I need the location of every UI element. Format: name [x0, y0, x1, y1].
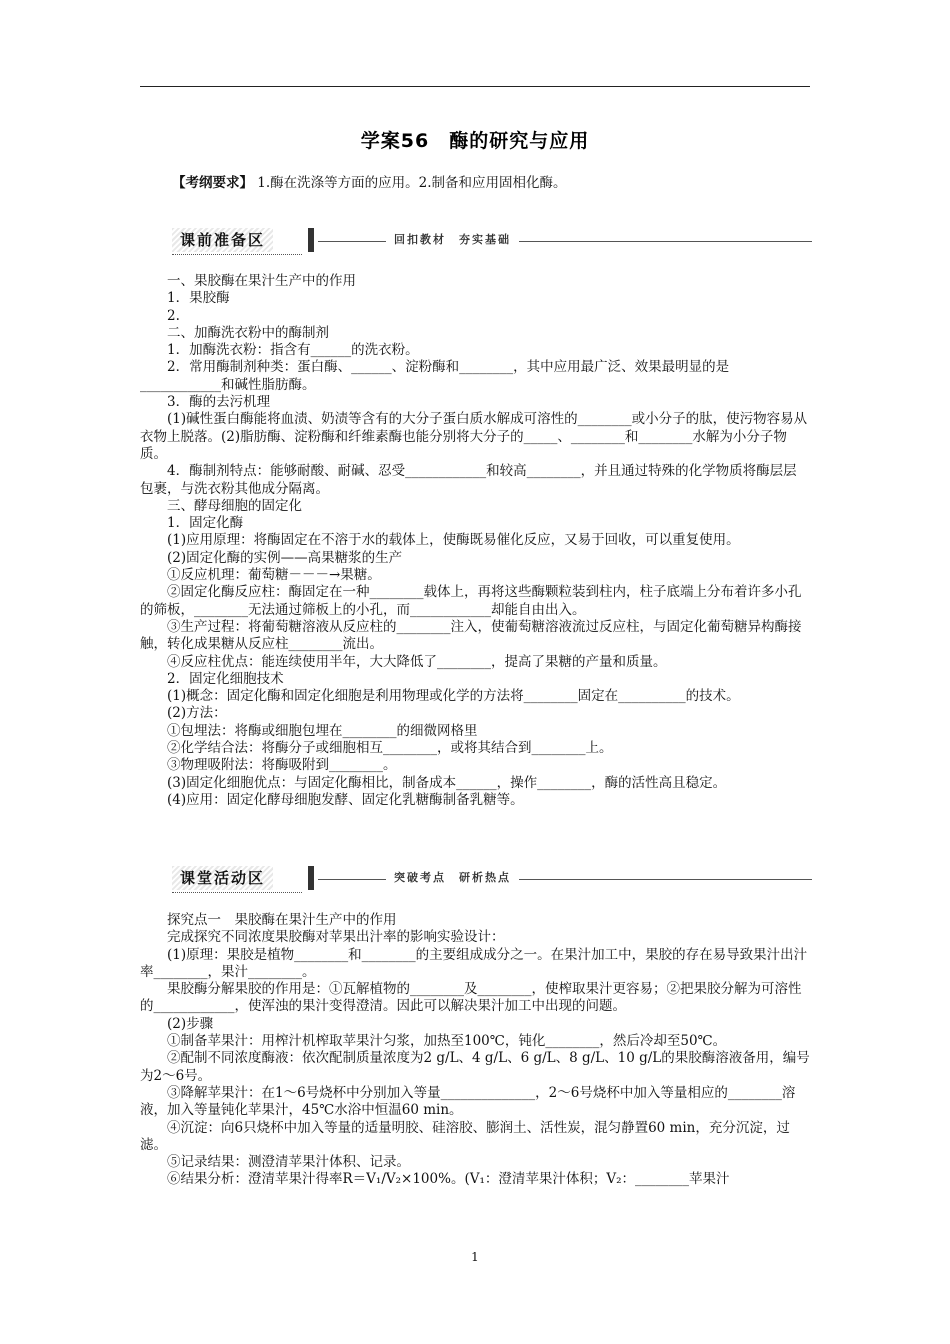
s2-line: 完成探究不同浓度果胶酶对苹果出汁率的影响实验设计： — [167, 929, 505, 946]
s1-line: (2)固定化酶的实例——高果糖浆的生产 — [167, 549, 403, 566]
s1-line: (1)应用原理：将酶固定在不溶于水的载体上，使酶既易催化反应，又易于回收，可以重复使用。 — [167, 532, 740, 549]
s1-line: 4．酶制剂特点：能够耐酸、耐碱、忍受____________和较高________，并且通过特殊的化学物质将酶层层包裹，与洗衣粉其他成分隔离。 — [140, 463, 797, 497]
s2-line: 果胶酶分解果胶的作用是：①瓦解植物的________及________，使榨取果汁更容易；②把果胶分解为可溶性的____________，使浑浊的果汁变得澄清。因此可以解决果汁加工中出现的问题。 — [140, 981, 802, 1015]
s1-line: 1．固定化酶 — [167, 515, 244, 532]
s2-line: ①制备苹果汁：用榨汁机榨取苹果汁匀浆，加热至100℃，钝化________，然后冷却至50℃。 — [167, 1033, 727, 1050]
section2-banner — [172, 866, 812, 892]
s1-line: ②化学结合法：将酶分子或细胞相互________，或将其结合到________上。 — [167, 740, 613, 757]
s1-line: (4)应用：固定化酵母细胞发酵、固定化乳糖酶制备乳糖等。 — [167, 791, 524, 808]
header-rule — [140, 86, 810, 87]
s1-line: ③物理吸附法：将酶吸附到________。 — [167, 757, 397, 774]
section1-label: 课前准备区 — [172, 228, 273, 252]
banner-dots — [172, 254, 302, 255]
section2-content — [140, 912, 810, 1189]
s1-line: 2. — [167, 307, 180, 324]
banner-divider — [308, 228, 314, 252]
section2-label: 课堂活动区 — [172, 866, 273, 890]
s1-line: 一、果胶酶在果汁生产中的作用 — [167, 273, 356, 289]
s2-line: ⑥结果分析：澄清苹果汁得率R＝V₁/V₂×100%。(V₁：澄清苹果汁体积；V₂：________苹果汁 — [167, 1171, 730, 1188]
s2-line: ②配制不同浓度酶液：依次配制质量浓度为2 g/L、4 g/L、6 g/L、8 g/L、10 g/L的果胶酶溶液备用，编号为2～6号。 — [140, 1050, 810, 1084]
s1-line: (1)碱性蛋白酶能将血渍、奶渍等含有的大分子蛋白质水解成可溶性的________或小分子的肽，使污物容易从衣物上脱落。(2)脂肪酶、淀粉酶和纤维素酶也能分别将大分子的_____、________和________水解为小分子物质。 — [140, 411, 808, 462]
s1-line: 二、加酶洗衣粉中的酶制剂 — [167, 324, 329, 341]
s2-line: (2)步骤 — [167, 1015, 214, 1032]
section1-subtitle: 回扣教材 夯实基础 — [386, 229, 519, 251]
section1-content — [140, 273, 810, 809]
s2-line: ③降解苹果汁：在1～6号烧杯中分别加入等量______________，2～6号烧杯中加入等量相应的________溶液，加入等量钝化苹果汁，45℃水浴中恒温60 min。 — [140, 1084, 796, 1119]
section2-subtitle: 突破考点 研析热点 — [386, 867, 519, 889]
s1-line: 2．固定化细胞技术 — [167, 670, 284, 687]
s2-line: ⑤记录结果：测澄清苹果汁体积、记录。 — [167, 1154, 410, 1171]
s1-line: 2．常用酶制剂种类：蛋白酶、______、淀粉酶和________，其中应用最广泛、效果最明显的是____________和碱性脂肪酶。 — [140, 359, 730, 393]
s1-line: 3．酶的去污机理 — [167, 394, 271, 411]
s2-line: (1)原理：果胶是植物________和________的主要组成成分之一。在果汁加工中，果胶的存在易导致果汁出汁率________，果汁________。 — [140, 946, 808, 980]
s1-line: (3)固定化细胞优点：与固定化酶相比，制备成本______，操作________，酶的活性高且稳定。 — [167, 774, 727, 791]
requirement-label: 【考纲要求】 — [172, 175, 253, 191]
banner-divider — [308, 866, 314, 890]
exam-requirement — [172, 171, 567, 191]
s1-line: ①包埋法：将酶或细胞包埋在________的细微网格里 — [167, 722, 478, 739]
banner-dots — [172, 892, 302, 893]
requirement-text: 1.酶在洗涤等方面的应用。2.制备和应用固相化酶。 — [257, 175, 567, 191]
s1-line: (1)概念：固定化酶和固定化细胞是利用物理或化学的方法将________固定在__________的技术。 — [167, 688, 740, 705]
s1-line: 1．果胶酶 — [167, 290, 230, 307]
page-number: 1 — [471, 1250, 479, 1264]
page-title: 学案56 酶的研究与应用 — [360, 130, 590, 152]
s1-line: (2)方法： — [167, 705, 227, 722]
s2-line: 探究点一 果胶酶在果汁生产中的作用 — [167, 912, 397, 928]
s2-line: ④沉淀：向6只烧杯中加入等量的适量明胶、硅溶胶、膨润土、活性炭，混匀静置60 min，充分沉淀，过滤。 — [140, 1119, 790, 1153]
section1-banner — [172, 228, 812, 254]
s1-line: ④反应柱优点：能连续使用半年，大大降低了________，提高了果糖的产量和质量。 — [167, 653, 667, 670]
s1-line: ②固定化酶反应柱：酶固定在一种________载体上，再将这些酶颗粒装到柱内，柱子底端上分布着许多小孔的筛板，________无法通过筛板上的小孔，而____________却能自由出入。 — [140, 584, 802, 618]
s1-line: 三、酵母细胞的固定化 — [167, 497, 302, 514]
s1-line: ①反应机理：葡萄糖－－－→果糖。 — [167, 567, 381, 584]
s1-line: ③生产过程：将葡萄糖溶液从反应柱的________注入，使葡萄糖溶液流过反应柱，与固定化葡萄糖异构酶接触，转化成果糖从反应柱________流出。 — [140, 618, 802, 653]
s1-line: 1．加酶洗衣粉：指含有______的洗衣粉。 — [167, 342, 419, 359]
